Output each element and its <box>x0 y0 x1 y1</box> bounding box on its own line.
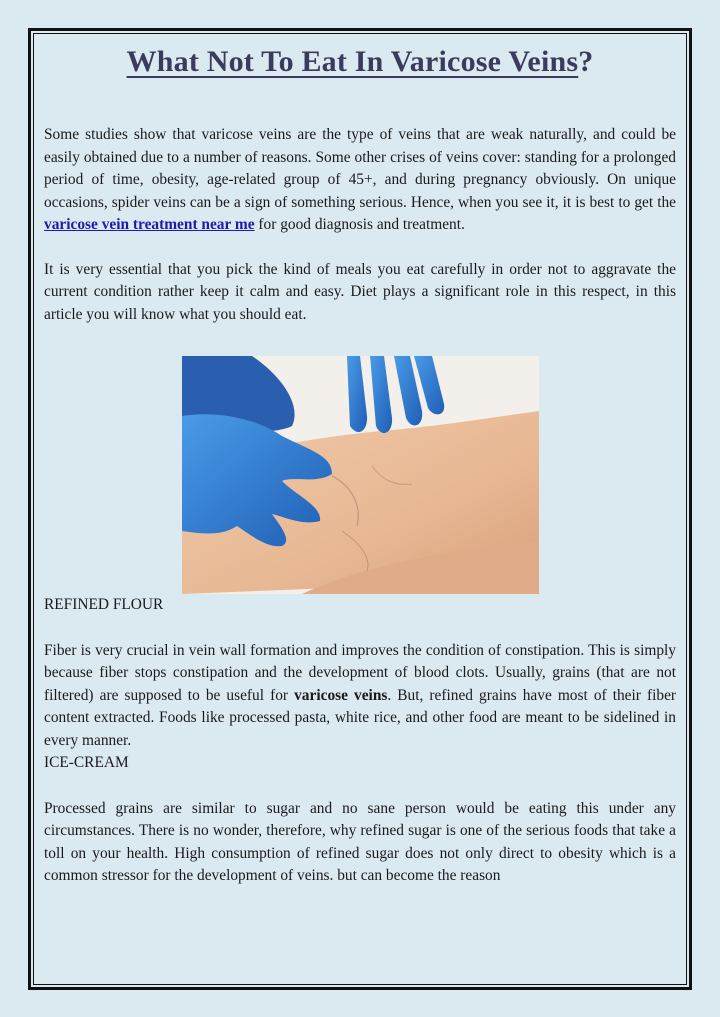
refined-flour-paragraph <box>44 640 676 753</box>
refined-flour-text-end: . But, refined grains have most of their fiber content extracted. Foods like processed pasta, white rice, and other food are meant to be sidelined in every manner. <box>44 686 677 749</box>
page-title-suffix: ? <box>578 45 594 78</box>
diet-paragraph: It is very essential that you pick the kind of meals you eat carefully in order not to aggravate the current condition rather keep it calm and easy. Diet plays a significant role in this respect, in this article you will know what you should eat. <box>44 260 676 323</box>
page-title-text: What Not To Eat In Varicose Veins <box>126 45 579 78</box>
varicose-veins-keyword: varicose veins <box>294 686 388 704</box>
section-heading-refined-flour: REFINED FLOUR <box>44 596 164 613</box>
intro-text-start: Some studies show that varicose veins are the type of veins that are weak naturally, and could be easily obtained due to a number of reasons. Some other crises of veins cover: standing for a prolonged period of time, obesity, age-related group of 45+, and during pregnancy obviously. On unique occasions, spider veins can be a sign of something serious. Hence, when you see it, it is best to get the <box>44 126 676 211</box>
gloved-hands-examining-leg-image <box>182 356 539 594</box>
intro-paragraph <box>44 124 676 237</box>
section-heading-ice-cream: ICE-CREAM <box>44 754 129 771</box>
page-title <box>44 40 676 84</box>
treatment-link[interactable]: varicose vein treatment near me <box>44 216 255 233</box>
refined-flour-text-start: Fiber is very crucial in vein wall formation and improves the condition of constipation. This is simply because fiber stops constipation and the development of blood clots. Usually, grains (that are not filtered) are supposed to be useful for <box>44 641 676 704</box>
document-body <box>44 40 676 888</box>
ice-cream-paragraph: Processed grains are similar to sugar and no sane person would be eating this under any circumstances. There is no wonder, therefore, why refined sugar is one of the serious foods that take a toll on your health. High consumption of refined sugar does not only direct to obesity which is a common stressor for the development of veins. but can become the reason <box>44 799 676 884</box>
intro-text-end: for good diagnosis and treatment. <box>254 216 465 233</box>
